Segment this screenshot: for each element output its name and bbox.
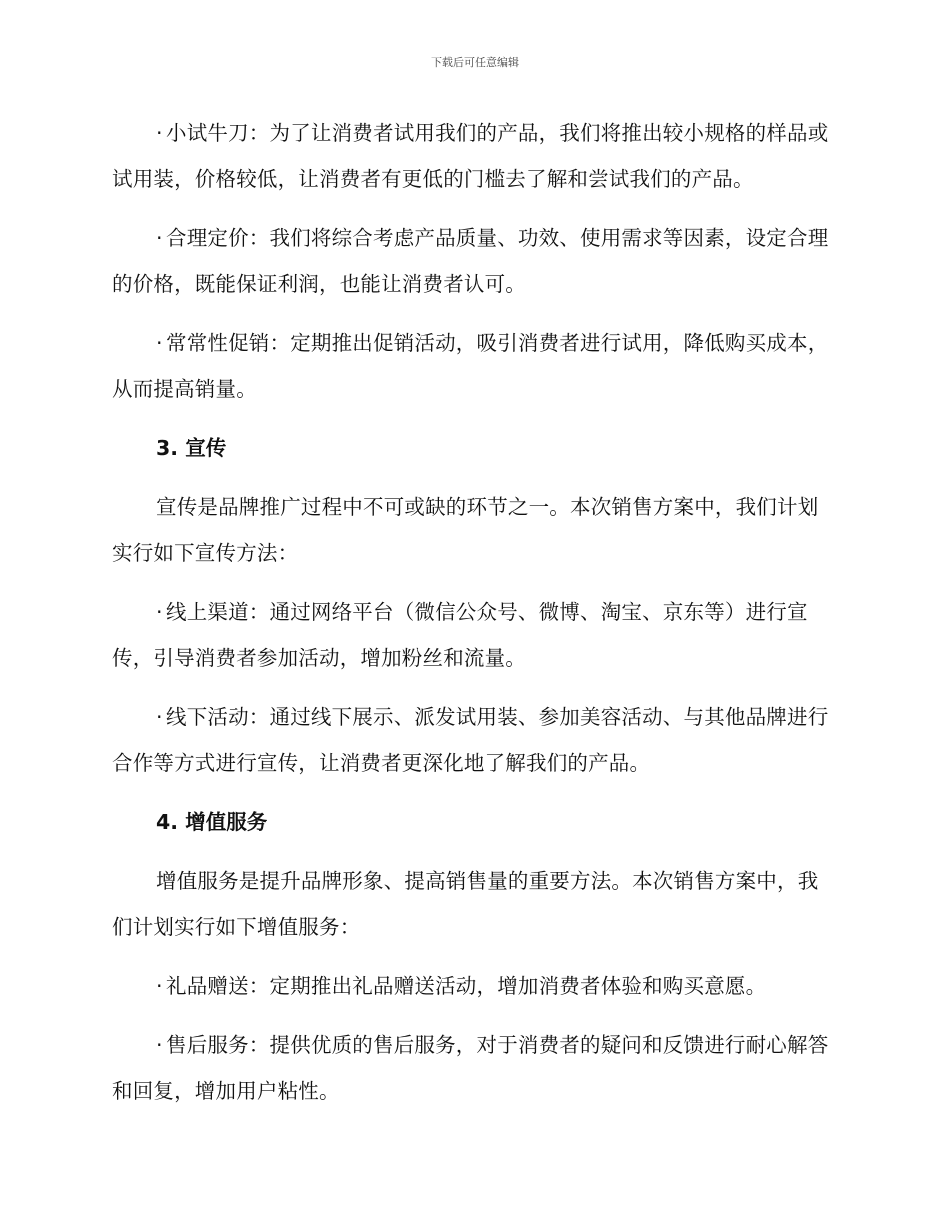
bullet-dot: · [156,600,163,624]
bullet-paragraph [112,589,834,681]
bullet-dot: · [156,974,163,998]
bullet-paragraph [112,110,834,202]
bullet-dot: · [156,226,163,250]
bullet-paragraph [112,963,834,1009]
paragraph-text: 常常性促销：定期推出促销活动，吸引消费者进行试用，降低购买成本，从而提高销量。 [112,331,829,401]
bullet-dot: · [156,705,163,729]
body-paragraph: 宣传是品牌推广过程中不可或缺的环节之一。本次销售方案中，我们计划实行如下宣传方法： [112,495,819,565]
paragraph-text: 合理定价：我们将综合考虑产品质量、功效、使用需求等因素，设定合理的价格，既能保证利润，也能让消费者认可。 [112,226,829,296]
document-body [112,110,834,1127]
bullet-paragraph [112,694,834,786]
bullet-paragraph [112,215,834,307]
paragraph-text: 售后服务：提供优质的售后服务，对于消费者的疑问和反馈进行耐心解答和回复，增加用户粘性。 [112,1033,829,1103]
bullet-dot: · [156,1033,163,1057]
bullet-dot: · [156,331,163,355]
bullet-paragraph [112,320,834,412]
section-heading: 3. 宣传 [156,436,227,460]
body-paragraph: 增值服务是提升品牌形象、提高销售量的重要方法。本次销售方案中，我们计划实行如下增值服务： [112,869,819,939]
page-header-note: 下载后可任意编辑 [431,56,519,69]
bullet-dot: · [156,121,163,145]
paragraph-text: 线上渠道：通过网络平台（微信公众号、微博、淘宝、京东等）进行宣传，引导消费者参加活动，增加粉丝和流量。 [112,600,808,670]
paragraph-text: 礼品赠送：定期推出礼品赠送活动，增加消费者体验和购买意愿。 [166,974,767,998]
bullet-paragraph [112,1022,834,1114]
paragraph-text: 线下活动：通过线下展示、派发试用装、参加美容活动、与其他品牌进行合作等方式进行宣传，让消费者更深化地了解我们的产品。 [112,705,829,775]
section-heading: 4. 增值服务 [156,810,268,834]
paragraph-text: 小试牛刀：为了让消费者试用我们的产品，我们将推出较小规格的样品或试用装，价格较低，让消费者有更低的门槛去了解和尝试我们的产品。 [112,121,829,191]
